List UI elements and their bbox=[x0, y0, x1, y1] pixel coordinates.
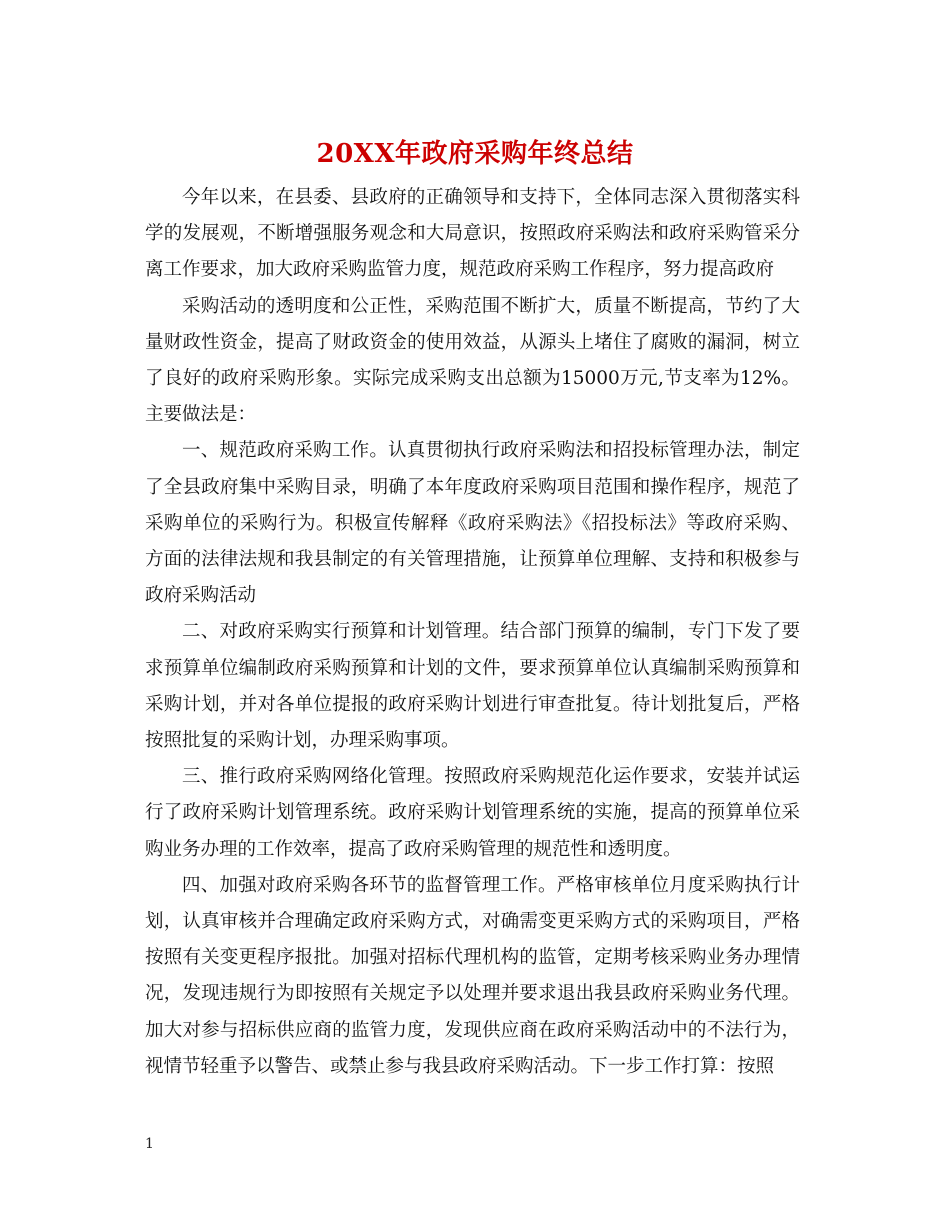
paragraph-results: 采购活动的透明度和公正性，采购范围不断扩大，质量不断提高，节约了大量财政性资金，提高了财政资金的使用效益，从源头上堵住了腐败的漏洞，树立了良好的政府采购形象。实际完成采购支出总额为15000万元,节支率为12%。主要做法是： bbox=[145, 295, 800, 426]
paragraph-point-4: 四、加强对政府采购各环节的监督管理工作。严格审核单位月度采购执行计划，认真审核并合理确定政府采购方式，对确需变更采购方式的采购项目，严格按照有关变更程序报批。加强对招标代理机构的监管，定期考核采购业务办理情况，发现违规行为即按照有关规定予以处理并要求退出我县政府采购业务代理。加大对参与招标供应商的监管力度，发现供应商在政府采购活动中的不法行为，视情节轻重予以警告、或禁止参与我县政府采购活动。下一步工作打算：按照 bbox=[145, 874, 800, 1077]
paragraph-point-1: 一、规范政府采购工作。认真贯彻执行政府采购法和招投标管理办法，制定了全县政府集中采购目录，明确了本年度政府采购项目范围和操作程序，规范了采购单位的采购行为。积极宣传解释《政府采购法》《招投标法》等政府采购、方面的法律法规和我县制定的有关管理措施，让预算单位理解、支持和积极参与政府采购活动 bbox=[145, 440, 800, 607]
paragraph-point-2: 二、对政府采购实行预算和计划管理。结合部门预算的编制，专门下发了要求预算单位编制政府采购预算和计划的文件，要求预算单位认真编制采购预算和采购计划，并对各单位提报的政府采购计划进行审查批复。待计划批复后，严格按照批复的采购计划，办理采购事项。 bbox=[145, 621, 800, 752]
paragraph-intro: 今年以来，在县委、县政府的正确领导和支持下，全体同志深入贯彻落实科学的发展观，不断增强服务观念和大局意识，按照政府采购法和政府采购管采分离工作要求，加大政府采购监管力度，规范政府采购工作程序，努力提高政府 bbox=[145, 187, 800, 281]
document-title: 20XX年政府采购年终总结 bbox=[316, 139, 634, 169]
document-body bbox=[145, 180, 800, 1085]
page-number: 1 bbox=[145, 1136, 154, 1152]
paragraph-point-3: 三、推行政府采购网络化管理。按照政府采购规范化运作要求，安装并试运行了政府采购计划管理系统。政府采购计划管理系统的实施，提高的预算单位采购业务办理的工作效率，提高了政府采购管理的规范性和透明度。 bbox=[145, 766, 800, 860]
